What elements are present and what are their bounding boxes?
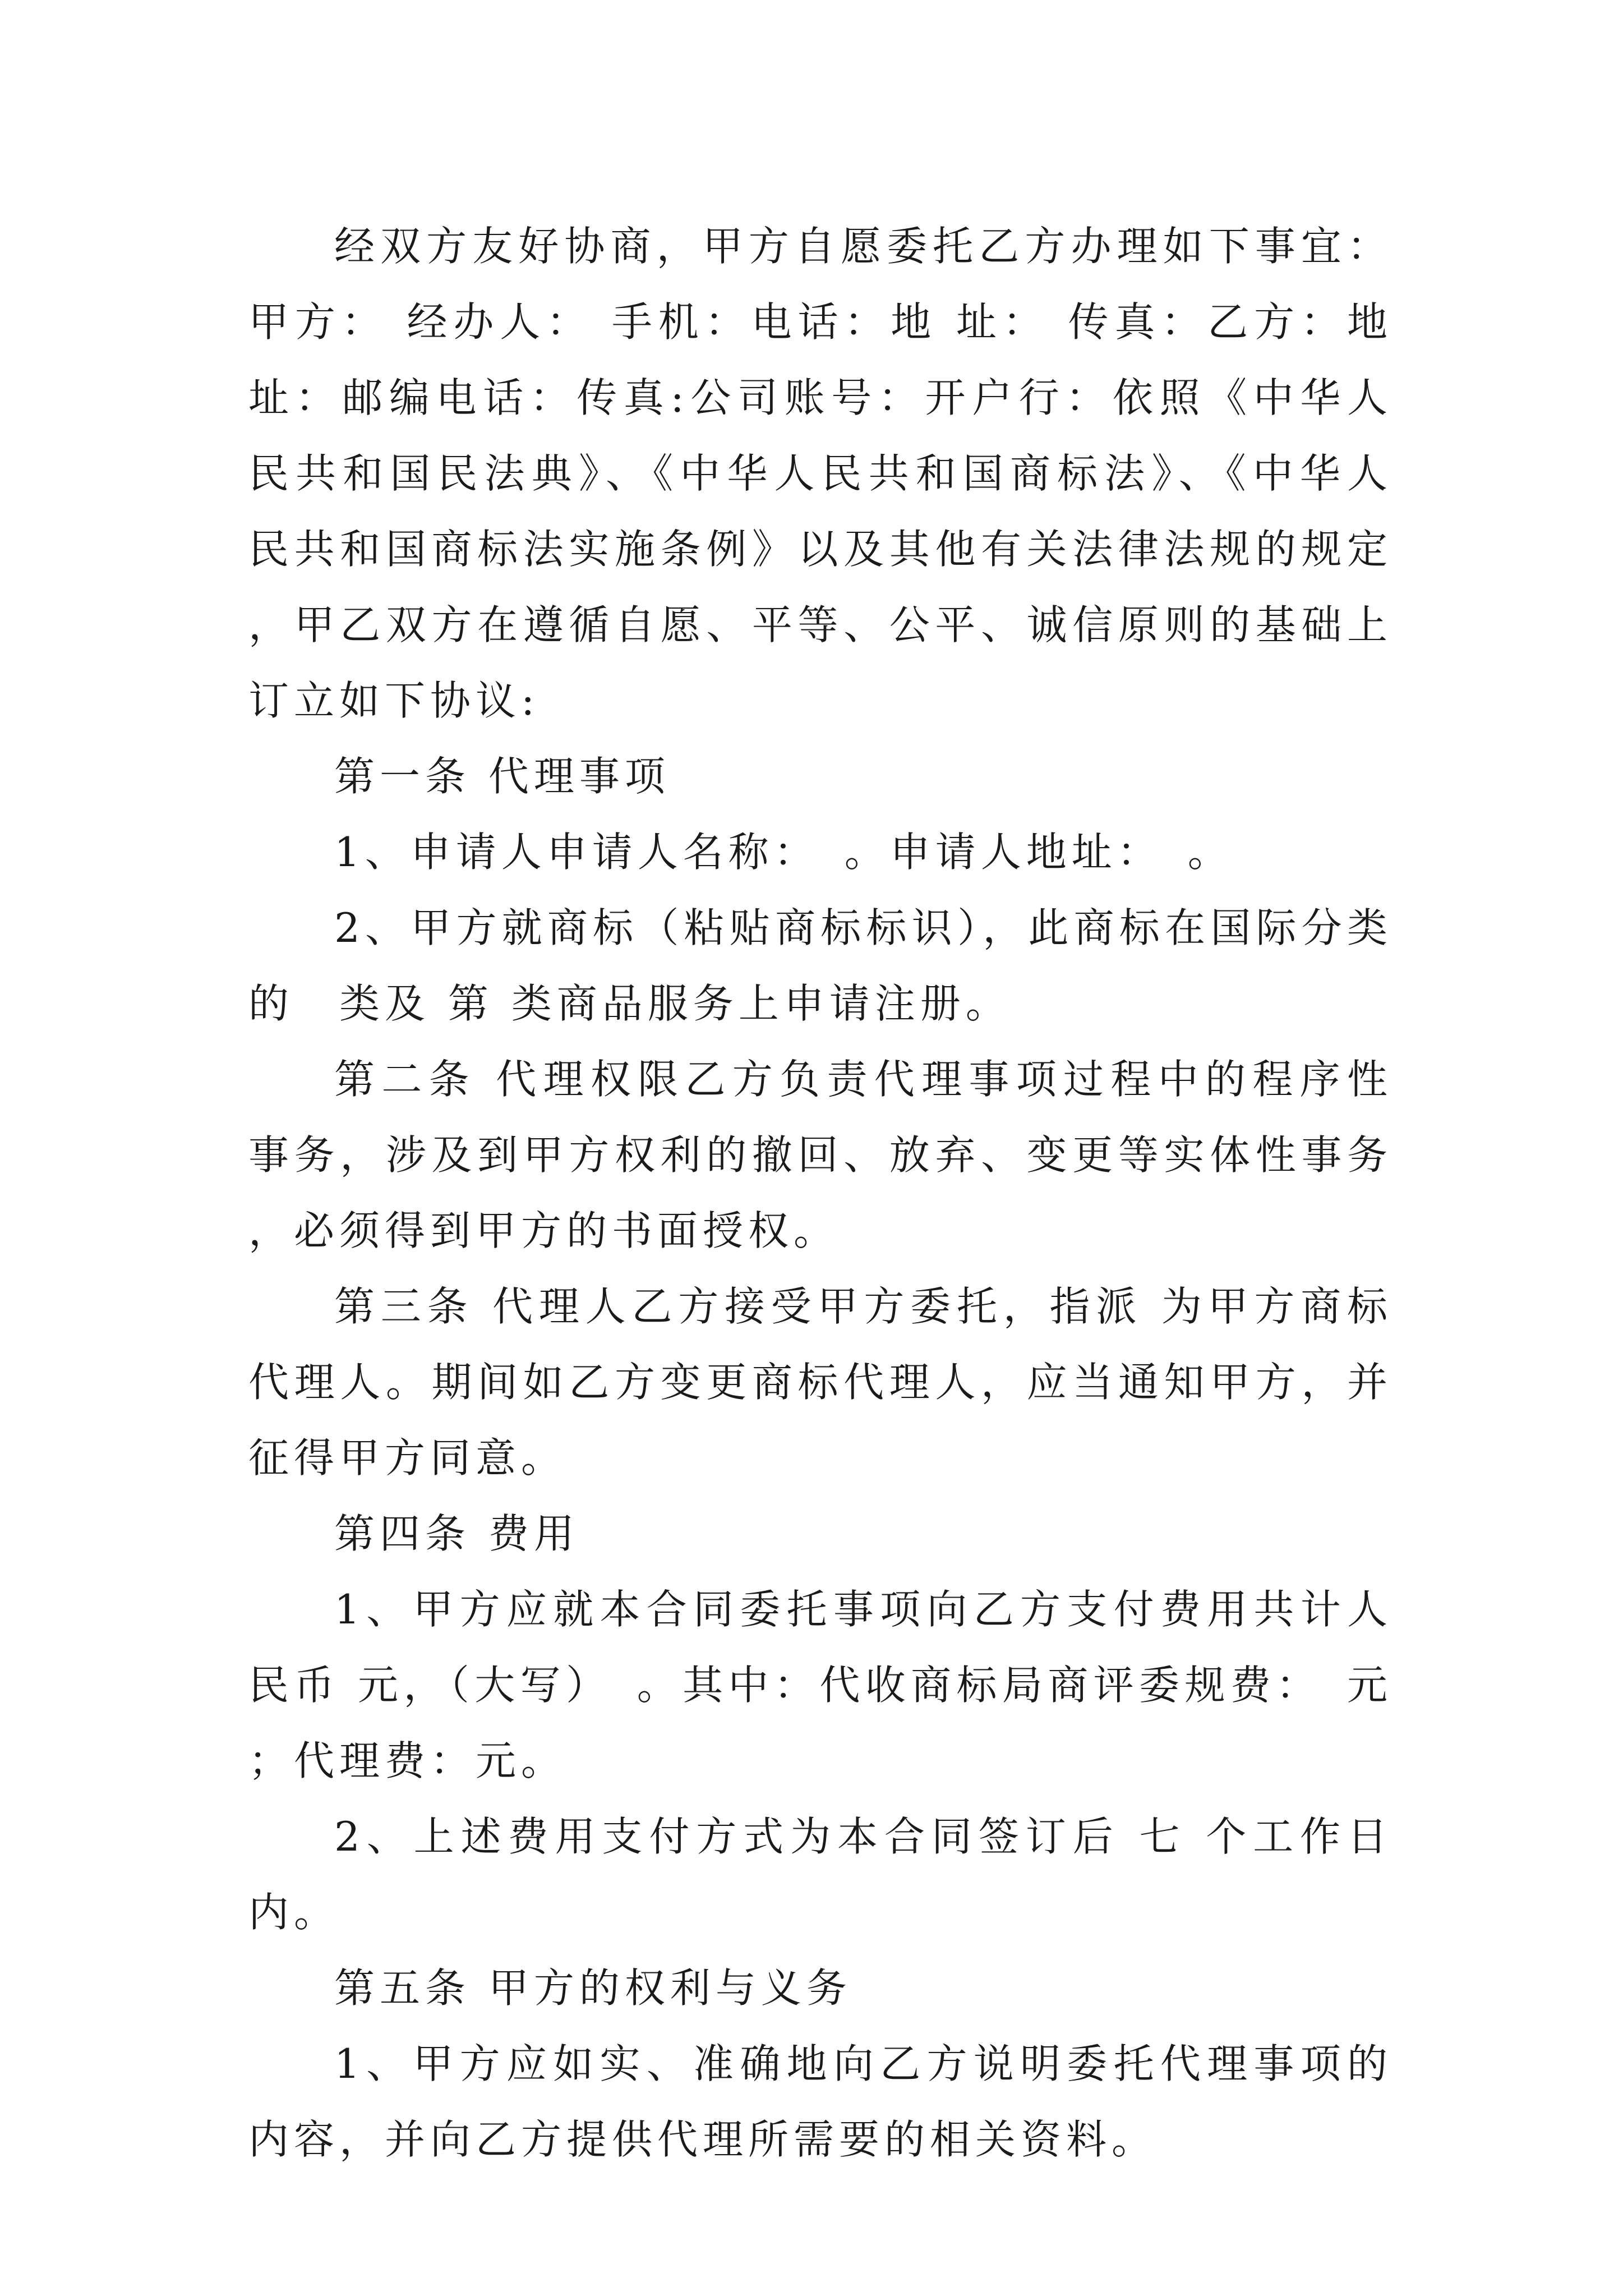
document-body [248, 209, 1393, 2178]
article-1-heading: 第一条 代理事项 [334, 753, 670, 800]
article-1-item-2: 2、甲方就商标（粘贴商标标识），此商标在国际分类的 类及 第 类商品服务上申请注册。 [248, 904, 1393, 1027]
article-2-paragraph: 第二条 代理权限乙方负责代理事项过程中的程序性事务，涉及到甲方权利的撤回、放弃、变更等实体性事务，必须得到甲方的书面授权。 [248, 1056, 1393, 1254]
article-5-item-1: 1、甲方应如实、准确地向乙方说明委托代理事项的内容，并向乙方提供代理所需要的相关资料。 [248, 2040, 1393, 2163]
intro-paragraph: 经双方友好协商，甲方自愿委托乙方办理如下事宜：甲方： 经办人： 手机：电话：地 址： 传真：乙方：地址：邮编电话：传真:公司账号：开户行：依照《中华人民共和国民法典》、《中华人民共和国商标法》、《中华人民共和国商标法实施条例》以及其他有关法律法规的规定，甲乙双方在遵循自愿、平等、公平、诚信原则的基础上订立如下协议: [248, 223, 1393, 724]
article-4-item-2: 2、上述费用支付方式为本合同签订后 七 个工作日内。 [248, 1813, 1393, 1936]
article-3-paragraph: 第三条 代理人乙方接受甲方委托，指派 为甲方商标代理人。期间如乙方变更商标代理人，应当通知甲方，并征得甲方同意。 [248, 1283, 1393, 1481]
article-4-heading: 第四条 费用 [334, 1510, 579, 1557]
article-5-heading: 第五条 甲方的权利与义务 [334, 1964, 852, 2012]
article-4-item-1: 1、甲方应就本合同委托事项向乙方支付费用共计人民币 元，（大写） 。其中：代收商标局商评委规费： 元；代理费：元。 [248, 1586, 1393, 1784]
article-1-item-1: 1、申请人申请人名称： 。申请人地址： 。 [334, 829, 1233, 876]
